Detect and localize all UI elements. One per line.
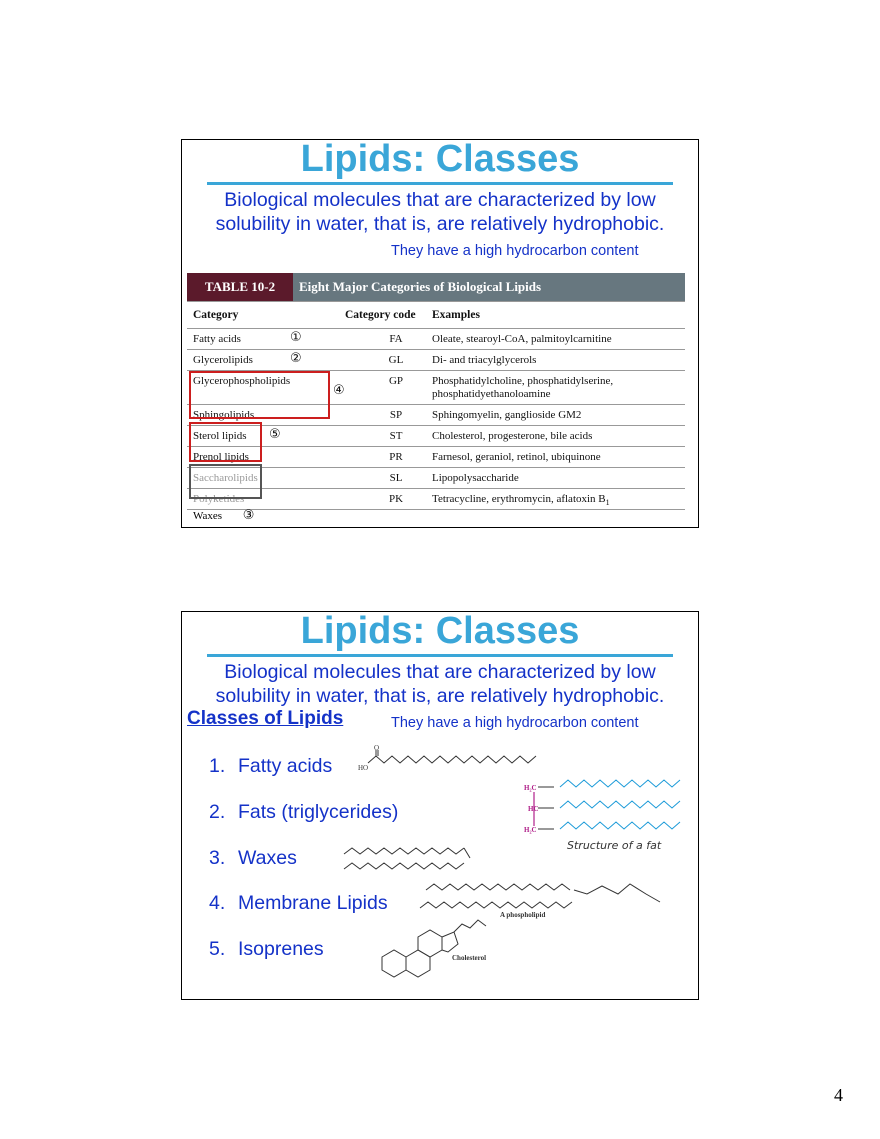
subtitle-line-2: solubility in water, that is, are relatively hydrophobic. [215,213,665,235]
methylene-label-2: H₂C [524,826,537,834]
number-mark: ② [290,351,302,366]
number-mark: ④ [333,383,345,398]
code-cell: ST [389,430,403,442]
code-cell: GP [388,375,404,387]
slide-title: Lipids: Classes [300,139,580,180]
item-number: 5. [209,938,226,960]
classes-heading: Classes of Lipids [187,708,344,729]
code-cell: SP [389,409,403,421]
highlight-box-membrane [189,371,330,419]
item-label: Membrane Lipids [238,892,388,914]
waxes-text: Waxes [193,510,223,522]
code-cell: PK [388,493,404,505]
methylene-label: H₂C [524,784,537,792]
triglyceride-structure [524,780,680,834]
slide-title: Lipids: Classes [300,611,580,652]
subscript: 1 [605,498,610,508]
hydroxyl-label: HO [358,764,369,772]
category-cell: Saccharolipids [193,472,258,484]
item-number: 2. [209,801,226,823]
table-column-headers [187,301,685,329]
examples-cell [432,493,610,507]
examples-cell: Lipopolysaccharide [432,472,519,484]
cholesterol-structure [382,920,486,977]
subtitle-line-2: solubility in water, that is, are relatively hydrophobic. [215,685,665,707]
examples-text: Tetracycline, erythromycin, aflatoxin B [432,493,606,505]
examples-cell: Cholesterol, progesterone, bile acids [432,430,593,442]
examples-cell: Di- and triacylglycerols [432,354,537,366]
number-mark: ③ [242,508,255,523]
subtitle-line-1: Biological molecules that are characterized by low [224,189,656,211]
wax-structure [344,848,470,869]
item-label: Fats (triglycerides) [238,801,399,823]
item-number: 1. [209,755,226,777]
phospholipid-label: A phospholipid [500,911,546,919]
highlight-box-other [189,464,262,499]
code-cell: FA [389,333,403,345]
examples-cell-line2: phosphatidyethanoloamine [432,388,551,400]
code-cell: PR [389,451,403,463]
cholesterol-label: Cholesterol [452,954,487,962]
code-cell: GL [388,354,404,366]
category-cell: Sterol lipids [193,430,247,442]
methine-label: HC [528,805,539,813]
col-header-code: Category code [345,309,416,321]
number-mark: ⑤ [269,427,281,442]
examples-cell: Phosphatidylcholine, phosphatidylserine, [432,375,614,387]
category-cell: Fatty acids [193,333,241,345]
examples-cell: Farnesol, geraniol, retinol, ubiquinone [432,451,601,463]
page-number: 4 [834,1085,843,1105]
item-label: Waxes [238,847,297,869]
category-cell: Glycerolipids [193,354,253,366]
waxes-label [193,508,254,523]
category-cell: Polyketides [193,493,245,505]
chemical-structures [182,612,699,1000]
category-cell: Prenol lipids [193,451,249,463]
hydrocarbon-note: They have a high hydrocarbon content [391,243,639,259]
table-row [187,350,685,371]
examples-cell: Oleate, stearoyl-CoA, palmitoylcarnitine [432,333,612,345]
category-cell: Sphingolipids [193,409,255,421]
number-mark: ① [290,330,302,345]
oxygen-label: O [374,744,380,752]
title-underline [207,182,673,185]
fat-caption: Structure of a fat [567,839,662,852]
table-header-bar [187,273,685,301]
table-caption: Eight Major Categories of Biological Lipids [299,279,542,294]
slide-classes-of-lipids [181,611,699,1000]
fatty-acid-structure [368,750,536,763]
col-header-category: Category [193,309,239,321]
examples-cell: Sphingomyelin, ganglioside GM2 [432,409,582,421]
slide-lipid-categories [181,139,699,528]
subtitle-line-1: Biological molecules that are characterized by low [224,661,656,683]
item-label: Isoprenes [238,938,324,960]
table-label: TABLE 10-2 [187,273,293,301]
col-header-examples: Examples [432,309,480,321]
category-cell: Glycerophospholipids [193,375,291,387]
hydrocarbon-note: They have a high hydrocarbon content [391,715,639,731]
highlight-box-isoprene [189,422,262,462]
item-number: 3. [209,847,226,869]
item-number: 4. [209,892,226,914]
code-cell: SL [389,472,403,484]
item-label: Fatty acids [238,755,333,777]
table-row [187,329,685,350]
phospholipid-structure [420,884,660,908]
